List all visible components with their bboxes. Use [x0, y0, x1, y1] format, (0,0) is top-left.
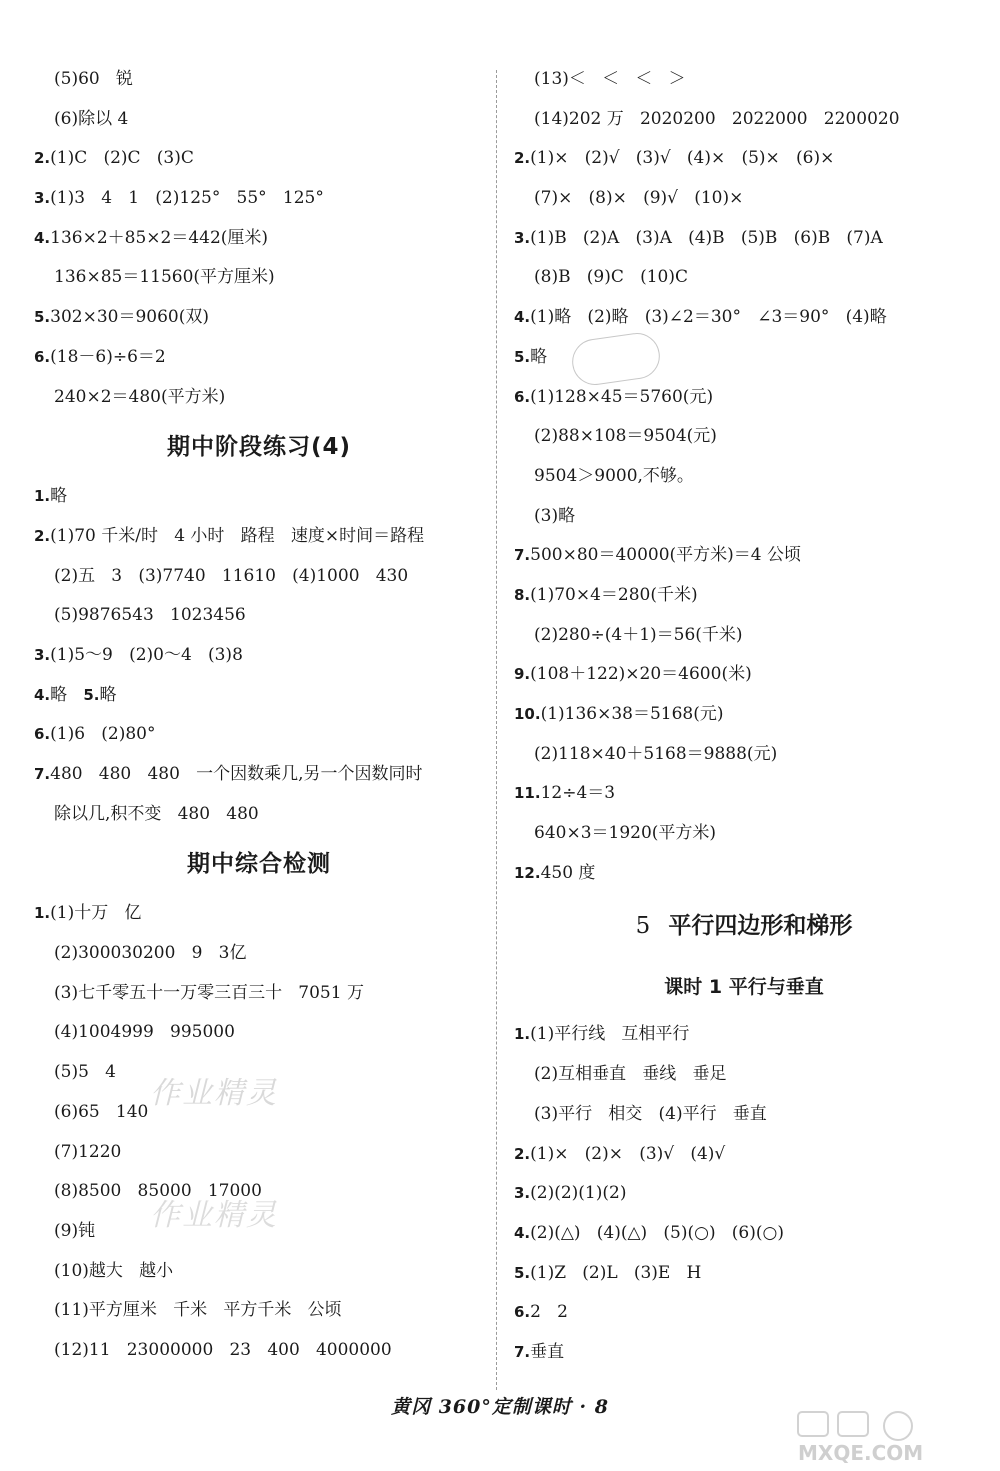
question-number: 7.: [34, 765, 51, 783]
answer-line: [34, 715, 484, 755]
answer-line: [514, 1333, 974, 1373]
answer-line: [514, 219, 974, 259]
answer-line: [34, 378, 484, 418]
answer-line: [34, 1252, 484, 1292]
answer-text: (2)118×40＋5168＝9888(元): [534, 743, 778, 764]
answer-text: (4)1004999 995000: [54, 1022, 235, 1043]
answer-line: [34, 676, 484, 716]
answer-line: [34, 974, 484, 1014]
answer-text: (11)平方厘米 千米 平方千米 公顷: [54, 1300, 342, 1321]
question-number: 5.: [34, 308, 51, 327]
answer-text: (1)136×38＝5168(元): [540, 704, 724, 724]
answer-text: (1)70×4＝280(千米): [530, 584, 698, 605]
answer-line: [34, 258, 484, 298]
answer-text: (3)平行 相交 (4)平行 垂直: [534, 1103, 767, 1124]
answer-text: (13)＜ ＜ ＜ ＞: [534, 69, 686, 89]
question-number: 5.: [514, 347, 531, 366]
question-number: 4.: [34, 228, 51, 247]
answer-text: (18－6)÷6＝2: [50, 346, 166, 367]
answer-line: [34, 60, 484, 100]
question-number: 5.: [514, 1263, 531, 1282]
answer-text: 略: [50, 486, 68, 507]
answer-text: (5)5 4: [54, 1062, 116, 1083]
right-column: [514, 60, 974, 1373]
answer-line: [514, 1254, 974, 1294]
answer-text: (5)60 锐: [54, 69, 133, 89]
question-number: 6.: [34, 347, 51, 366]
section-heading: 期中综合检测: [187, 851, 331, 878]
answer-text: (6)除以 4: [54, 108, 129, 129]
answer-line: [514, 378, 974, 418]
answer-text: (2)300030200 9 3亿: [54, 943, 247, 964]
answer-text: (2)五 3 (3)7740 11610 (4)1000 430: [54, 565, 409, 586]
answer-line: [514, 139, 974, 179]
answer-text: (9)钝: [54, 1220, 96, 1241]
answer-text: 2 2: [530, 1302, 568, 1323]
answer-text: (2)280÷(4＋1)＝56(千米): [534, 624, 743, 645]
question-number: 6.: [514, 1303, 531, 1322]
answer-text: (1)6 (2)80°: [50, 724, 156, 745]
answer-line: [514, 60, 974, 100]
answer-text: (3)略: [534, 505, 576, 526]
question-number: 1.: [34, 487, 51, 506]
answer-line: [514, 1015, 974, 1055]
answer-line: [34, 1331, 484, 1371]
answer-line: [34, 219, 484, 259]
left-column: [34, 60, 484, 1371]
answer-text: (10)越大 越小: [54, 1260, 174, 1281]
answer-line: [514, 1095, 974, 1135]
answer-line: [514, 774, 974, 814]
answer-text: (2)互相垂直 垂线 垂足: [534, 1064, 727, 1085]
answer-line: [34, 338, 484, 378]
question-number: 12.: [514, 863, 541, 882]
question-number: 10.: [514, 705, 541, 723]
question-number: 5.: [83, 685, 100, 704]
question-number: 3.: [34, 645, 51, 664]
answer-line: [34, 1133, 484, 1173]
answer-text: 9504＞9000,不够。: [534, 465, 694, 486]
answer-line: [514, 616, 974, 656]
question-number: 4.: [34, 685, 51, 704]
answer-text: (7)× (8)× (9)√ (10)×: [534, 188, 744, 209]
answer-text: (1)128×45＝5760(元): [530, 386, 714, 407]
answer-text: (3)七千零五十一万零三百三十 7051 万: [54, 982, 364, 1003]
lesson-title: 课时 1 平行与垂直: [664, 976, 824, 999]
answer-line: [514, 735, 974, 775]
watermark-text-2: 作业精灵: [150, 1198, 278, 1233]
question-number: 2.: [514, 149, 531, 168]
question-number: 4.: [514, 1223, 531, 1242]
answer-line: [34, 139, 484, 179]
answer-line: [34, 1013, 484, 1053]
answer-text: 240×2＝480(平方米): [54, 386, 226, 407]
logo-text: MXQE.COM: [798, 1441, 924, 1465]
answer-text: 垂直: [530, 1341, 565, 1362]
answer-line: [514, 536, 974, 576]
answer-line: [34, 298, 484, 338]
answer-line: [514, 298, 974, 338]
answer-text: (1)5～9 (2)0～4 (3)8: [50, 644, 243, 665]
question-number: 1.: [514, 1025, 531, 1044]
answer-line: [34, 755, 484, 795]
question-number: 3.: [514, 228, 531, 247]
answer-text: 480 480 480 一个因数乘几,另一个因数同时: [50, 764, 423, 784]
answer-line: [514, 655, 974, 695]
answer-line: [34, 934, 484, 974]
answer-text: 136×85＝11560(平方厘米): [54, 267, 275, 288]
answer-line: [514, 1214, 974, 1254]
answer-text: (1)B (2)A (3)A (4)B (5)B (6)B (7)A: [530, 227, 883, 248]
answer-line: [514, 258, 974, 298]
question-number: 6.: [514, 387, 531, 406]
answer-text: (108＋122)×20＝4600(米): [530, 664, 752, 685]
answer-text: (1)略 (2)略 (3)∠2＝30° ∠3＝90° (4)略: [530, 307, 887, 328]
chapter-name: 平行四边形和梯形: [668, 913, 853, 940]
answer-text: 12÷4＝3: [540, 783, 616, 804]
question-number: 3.: [514, 1184, 531, 1203]
answer-text: (1)Z (2)L (3)E H: [530, 1262, 702, 1283]
answer-text: 略: [50, 684, 84, 705]
question-number: 11.: [514, 784, 541, 803]
answer-line: [34, 179, 484, 219]
answer-line: [34, 517, 484, 557]
answer-text: (1)3 4 1 (2)125° 55° 125°: [50, 188, 324, 209]
answer-line: [514, 457, 974, 497]
answer-line: [514, 1174, 974, 1214]
answer-text: 500×80＝40000(平方米)＝4 公顷: [530, 545, 802, 566]
chapter-title: [514, 893, 974, 959]
answer-line: [34, 1291, 484, 1331]
answer-line: [34, 596, 484, 636]
answer-line: [514, 1293, 974, 1333]
answer-text: (7)1220: [54, 1141, 122, 1162]
answer-line: [34, 557, 484, 597]
answer-text: (1)十万 亿: [50, 903, 142, 924]
question-number: 1.: [34, 904, 51, 923]
answer-line: [514, 814, 974, 854]
answer-text: 450 度: [540, 862, 596, 883]
answer-text: 302×30＝9060(双): [50, 307, 209, 328]
answer-text: (2)(2)(1)(2): [530, 1183, 627, 1204]
answer-line: [514, 417, 974, 457]
answer-line: [514, 1055, 974, 1095]
answer-text: (1)平行线 互相平行: [530, 1024, 690, 1045]
answer-text: 136×2＋85×2＝442(厘米): [50, 227, 269, 248]
answer-text: (6)65 140: [54, 1101, 149, 1122]
question-number: 2.: [34, 526, 51, 545]
answer-text: 640×3＝1920(平方米): [534, 823, 717, 844]
answer-text: (14)202 万 2020200 2022000 2200020: [534, 108, 900, 129]
section-heading: 期中阶段练习(4): [166, 434, 352, 461]
question-number: 2.: [34, 149, 51, 168]
answer-text: (1)× (2)√ (3)√ (4)× (5)× (6)×: [530, 148, 835, 169]
answer-line: [514, 1135, 974, 1175]
answer-text: (8)8500 85000 17000: [54, 1181, 262, 1202]
answer-line: [34, 100, 484, 140]
column-divider: [496, 70, 497, 1390]
question-number: 7.: [514, 546, 531, 565]
answer-line: [514, 695, 974, 735]
page-footer: 黄冈 360°定制课时 · 8: [391, 1396, 609, 1418]
answer-line: [514, 854, 974, 894]
chapter-number: 5: [635, 913, 651, 940]
answer-text: (2)88×108＝9504(元): [534, 426, 717, 447]
answer-text: 略: [530, 346, 548, 367]
answer-text: (8)B (9)C (10)C: [534, 267, 688, 288]
question-number: 2.: [514, 1144, 531, 1163]
answer-line: [514, 100, 974, 140]
answer-text: 略: [99, 684, 117, 705]
answer-line: [514, 576, 974, 616]
answer-text: (5)9876543 1023456: [54, 605, 246, 626]
question-number: 9.: [514, 665, 531, 684]
answer-line: [514, 179, 974, 219]
answer-text: 除以几,积不变 480 480: [54, 803, 259, 824]
answer-line: [514, 497, 974, 537]
question-number: 4.: [514, 308, 531, 327]
question-number: 3.: [34, 189, 51, 208]
answer-line: [34, 795, 484, 835]
watermark-text: 作业精灵: [150, 1076, 278, 1111]
question-number: 6.: [34, 725, 51, 744]
answer-text: (1)70 千米/时 4 小时 路程 速度×时间＝路程: [50, 525, 425, 546]
answer-text: (1)× (2)× (3)√ (4)√: [530, 1143, 726, 1164]
answer-line: [34, 894, 484, 934]
answer-text: (2)(△) (4)(△) (5)(○) (6)(○): [530, 1222, 784, 1243]
answer-text: (1)C (2)C (3)C: [50, 148, 194, 169]
answer-line: [34, 636, 484, 676]
question-number: 7.: [514, 1342, 531, 1361]
question-number: 8.: [514, 585, 531, 604]
answer-line: [34, 477, 484, 517]
answer-text: (12)11 23000000 23 400 4000000: [54, 1339, 392, 1360]
